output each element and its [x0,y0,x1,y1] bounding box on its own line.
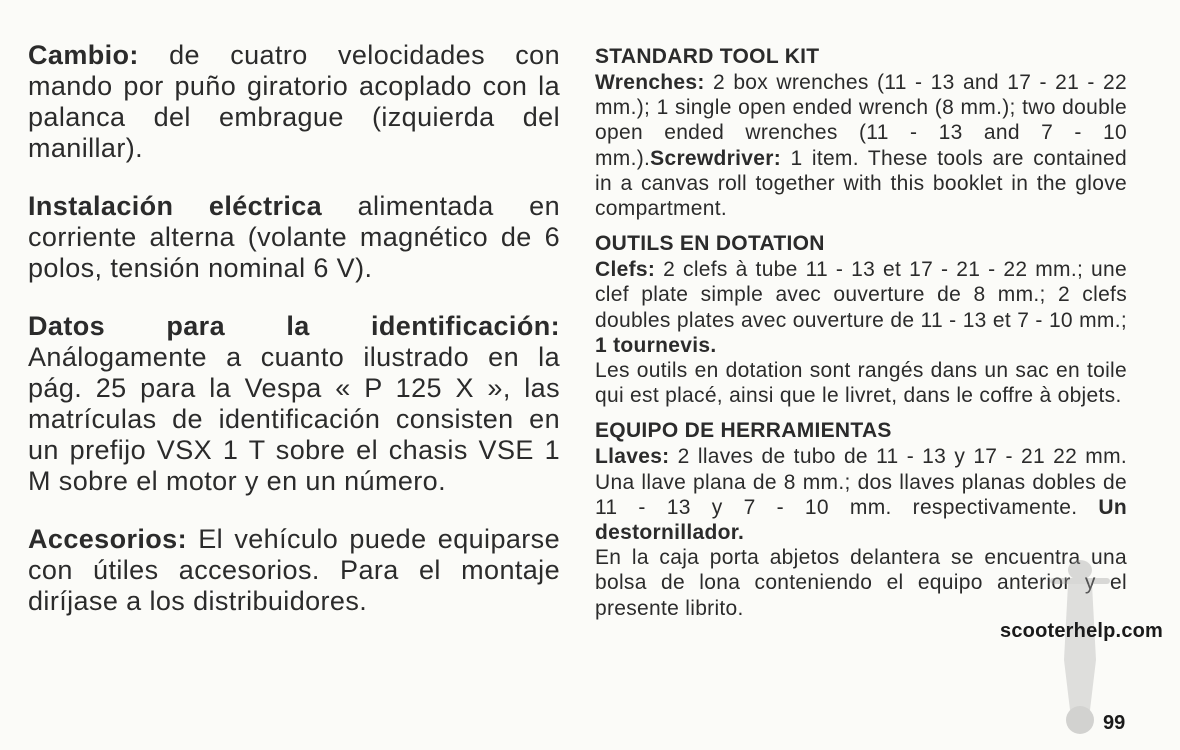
cambio-paragraph [28,40,560,164]
accesorios-text: El vehículo puede equiparse con útiles accesorios. Para el montaje diríjase a los distribuidores. [28,524,560,616]
screwdriver-text: 1 item. These tools are contained in a canvas roll together with this booklet in the glove compartment. [595,146,1127,221]
accesorios-paragraph [28,524,560,617]
accesorios-label: Accesorios: [28,524,187,554]
llaves-text: 2 llaves de tubo de 11 - 13 y 17 - 21 22 mm. Una llave plana de 8 mm.; dos llaves planas dobles de 11 - 13 y 7 - 10 mm. respectivamente. [595,445,1127,519]
french-paragraph [595,257,1127,408]
spanish-rest-text: En la caja porta abjetos delantera se encuentra una bolsa de lona conteniendo el equipo anterior y el presente librito. [595,546,1127,620]
watermark-text: scooterhelp.com [1000,620,1164,642]
spanish-section-title: EQUIPO DE HERRAMIENTAS [595,419,892,443]
cambio-label: Cambio: [28,40,139,70]
clefs-text: 2 clefs à tube 11 - 13 et 17 - 21 - 22 mm.; une clef plate simple avec ouverture de 8 mm.; 2 clefs doubles plates avec ouverture de 11 - 13 et 7 - 10 mm.; [595,258,1127,332]
instalacion-text: alimentada en corriente alterna (volante magnético de 6 polos, tensión nominal 6 V). [28,191,560,283]
french-section-title: OUTILS EN DOTATION [595,232,825,256]
wrenches-text: 2 box wrenches (11 - 13 and 17 - 21 - 22 mm.); 1 single open ended wrench (8 mm.); two double open ended wrenches (11 - 13 and 7 - 10 mm.). [595,71,1127,170]
tournevis-label: 1 tournevis. [595,333,717,357]
french-rest-text: Les outils en dotation sont rangés dans un sac en toile qui est placé, ainsi que le livret, dans le coffre à objets. [595,359,1127,408]
wrenches-label: Wrenches: [595,71,705,94]
clefs-label: Clefs: [595,258,656,282]
datos-paragraph [28,311,560,497]
instalacion-paragraph [28,191,560,284]
page-number: 99 [1103,712,1126,734]
english-tool-kit-section [595,44,1127,221]
spanish-specs-column [28,40,560,644]
destornillador-label: Un destornillador. [595,495,1127,545]
screwdriver-label: Screwdriver: [650,146,781,170]
llaves-label: Llaves: [595,445,670,469]
english-section-title: STANDARD TOOL KIT [595,45,820,68]
datos-label: Datos para la identificación: [28,311,560,341]
instalacion-label: Instalación eléctrica [28,191,323,221]
datos-text: Análogamente a cuanto ilustrado en la pág. 25 para la Vespa « P 125 X », las matrículas de identificación consisten en un prefijo VSX 1 T sobre el chasis VSE 1 M sobre el motor y en un número. [28,342,560,496]
cambio-text: de cuatro velocidades con mando por puño giratorio acoplado con la palanca del embrague (izquierda del manillar). [28,40,560,163]
french-tool-kit-section [595,231,1127,408]
english-paragraph [595,70,1127,221]
